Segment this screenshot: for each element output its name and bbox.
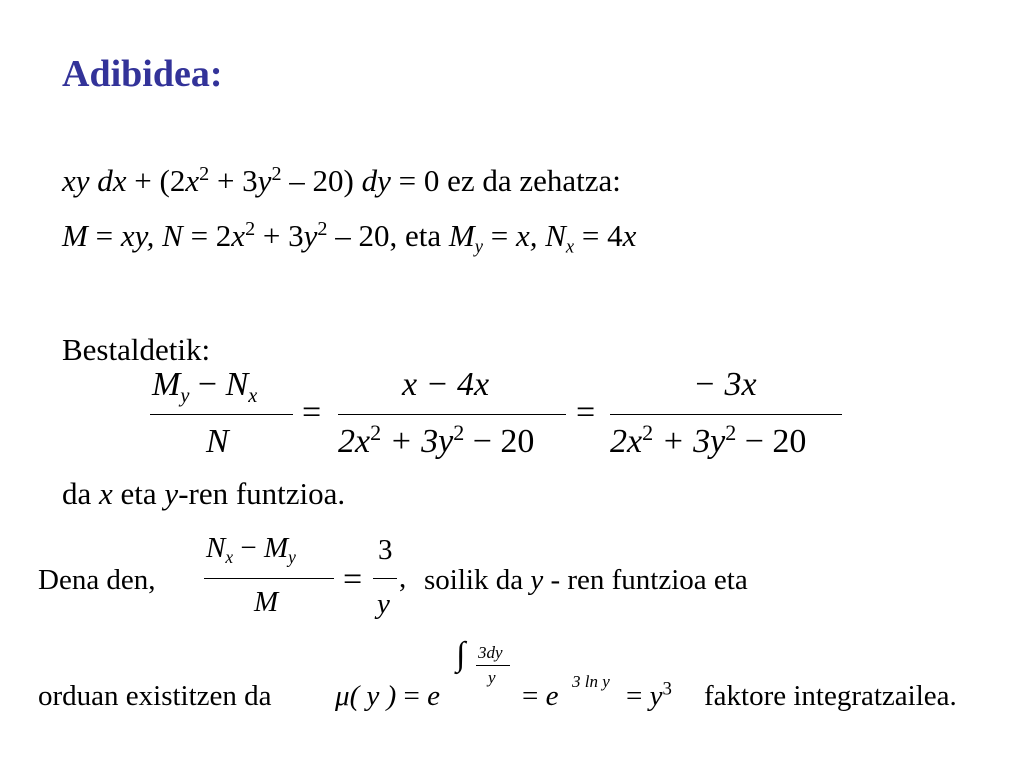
bestaldetik-label: Bestaldetik: [62,332,211,367]
frac3-bar [610,414,842,415]
eq2-xval: x, [515,218,538,253]
frac2-num-text: x − 4x [402,366,490,403]
integral-sign: ∫ [456,636,466,673]
orduan-tail: faktore integratzailea. [704,680,957,712]
dena-tail-b: - ren funtzioa eta [550,564,748,596]
dena-Msub: y [288,547,296,568]
eq2-eq1: = [95,218,114,253]
frac2-den-a: 2x [338,423,371,460]
orduan-expr-3 [626,680,672,713]
dena-rden-y: y [377,588,390,620]
frac1-minus: − [197,366,218,403]
equation-line-1 [62,163,621,199]
dena-tail [424,564,748,597]
conclusion-x: x [99,476,113,511]
eq1-x: x [185,163,200,198]
dena-M: M [263,532,289,564]
eq2-Nx: N [545,218,566,253]
frac-equals-1: = [302,394,322,431]
conclusion-e: -ren funtzioa. [178,476,346,511]
eq2-N: N [162,218,183,253]
eq2-ysub: y [474,236,483,258]
eq2-y: y [303,218,318,253]
eq1-sq2: 2 [271,162,282,185]
orduan-eq3: = [626,680,643,712]
orduan-label: orduan existitzen da [38,680,272,712]
frac2-bar [338,414,566,415]
exp2 [572,672,610,692]
dena-den-M: M [254,586,279,618]
orduan-y: y [649,680,663,712]
eq1-part-e: + 3 [216,163,258,198]
eq1-xydx: xy dx [62,163,127,198]
conclusion-c: eta [120,476,157,511]
dena-tail-y: y [530,564,544,596]
conclusion-y: y [164,476,179,511]
exp-denominator [488,668,496,688]
eq2-My: M [448,218,475,253]
eq2-M: M [62,218,88,253]
dena-comma: , [399,562,407,594]
eq2-eq4: = 4 [581,218,623,253]
frac2-numerator [402,366,489,404]
frac1-ysub: y [180,385,190,408]
orduan-mu-expr [335,680,440,713]
frac3-numerator [693,366,757,404]
frac1-bar [150,414,293,415]
eq1-sq1: 2 [199,162,210,185]
frac-equals-2: = [576,394,596,431]
exp-numerator [478,643,503,663]
eq2-plus: + 3 [262,218,304,253]
conclusion-a: da [62,476,92,511]
dena-rnum: 3 [378,534,393,566]
eq2-sq1: 2 [245,217,256,240]
orduan-arg: ( y ) [349,680,397,712]
eq1-y: y [257,163,272,198]
dena-tail-a: soilik da [424,564,524,596]
frac1-M: M [152,366,181,403]
dena-Nsub: x [225,547,234,568]
frac2-den-c: + 3y [389,423,454,460]
dena-rden [377,588,390,621]
eq2-eq3: = [490,218,509,253]
orduan-cube: 3 [662,678,672,700]
eq2-xsub: x [565,236,575,258]
eq2-x4: x [622,218,637,253]
eq2-eq2: = 2 [190,218,232,253]
eq1-part-h: – 20) [289,163,354,198]
frac2-denominator [338,419,535,461]
orduan-e1: e [427,680,440,712]
dena-denominator [254,586,278,619]
dena-rbar [373,578,397,579]
dena-equals: = [343,561,363,598]
orduan-eq2: = [522,680,539,712]
frac1-xsub: x [248,385,258,408]
eq2-sq2: 2 [317,217,328,240]
eq2-xy: xy, [120,218,155,253]
frac3-den-e: − 20 [744,423,807,460]
dena-minus: − [240,532,257,564]
orduan-e2: e [545,680,559,712]
frac3-den-a: 2x [610,423,643,460]
frac3-denominator [610,419,807,461]
exp2-text: 3 ln y [572,672,610,691]
frac1-numerator [152,366,258,408]
frac2-den-e: − 20 [472,423,535,460]
dena-N: N [206,532,226,564]
eq1-dy: dy [361,163,391,198]
page-title: Adibidea: [62,53,223,95]
frac1-denominator [206,423,229,461]
frac2-den-b: 2 [370,419,382,445]
exp-den-y: y [488,668,496,687]
eq2-x: x [231,218,246,253]
frac2-den-d: 2 [453,419,465,445]
frac1-den-N: N [206,423,229,460]
eq1-tail: = 0 ez da zehatza: [398,163,621,198]
dena-label: Dena den, [38,564,156,596]
frac3-den-d: 2 [725,419,737,445]
frac1-N: N [225,366,249,403]
frac3-den-b: 2 [642,419,654,445]
dena-bar [204,578,334,579]
frac3-den-c: + 3y [661,423,726,460]
eq2-rest: – 20, eta [335,218,442,253]
exp-num-text: 3dy [478,643,503,662]
orduan-expr-2 [522,680,558,713]
exp-bar [476,665,510,666]
orduan-mu: μ [335,680,350,712]
eq1-part-b: + (2 [134,163,186,198]
equation-line-2 [62,217,637,258]
conclusion-line [62,476,345,512]
frac3-num-text: − 3x [693,366,757,403]
dena-numerator [206,532,296,568]
orduan-eq1: = [403,680,420,712]
